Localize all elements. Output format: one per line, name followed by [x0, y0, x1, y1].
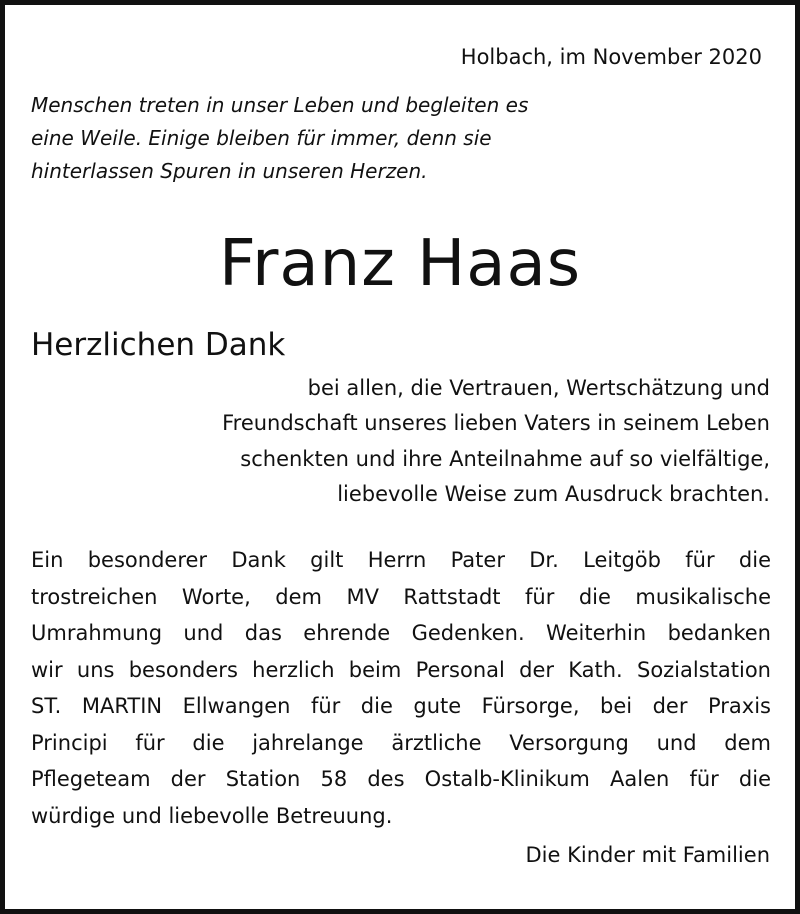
thanks-intro-line: Freundschaft unseres lieben Vaters in seinem Leben	[222, 411, 770, 436]
quote-line: hinterlassen Spuren in unseren Herzen.	[31, 159, 428, 183]
paragraph-line: Umrahmung und das ehrende Gedenken. Weiterhin bedanken	[31, 621, 771, 645]
paragraph-line: ST. MARTIN Ellwangen für die gute Fürsorge, bei der Praxis	[31, 694, 771, 718]
paragraph-line: wir uns besonders herzlich beim Personal der Kath. Sozialstation	[31, 657, 771, 682]
quote-line: Menschen treten in unser Leben und begleiten es	[31, 93, 529, 117]
quote-line: eine Weile. Einige bleiben für immer, denn sie	[31, 126, 492, 150]
thanks-intro	[222, 371, 770, 512]
signature: Die Kinder mit Familien	[525, 843, 770, 867]
place-date: Holbach, im November 2020	[460, 45, 762, 69]
paragraph-line: Ein besonderer Dank gilt Herrn Pater Dr. Leitgöb für die	[31, 548, 771, 572]
paragraph-line: würdige und liebevolle Betreuung.	[31, 803, 393, 828]
thanks-intro-line: bei allen, die Vertrauen, Wertschätzung und	[307, 376, 770, 400]
thanks-intro-line: schenkten und ihre Anteilnahme auf so vielfältige,	[240, 446, 770, 471]
thanks-heading: Herzlichen Dank	[31, 327, 286, 363]
paragraph-line: Principi für die jahrelange ärztliche Versorgung und dem	[31, 730, 771, 755]
paragraph-line: Pflegeteam der Station 58 des Ostalb-Klinikum Aalen für die	[31, 767, 771, 791]
special-thanks-paragraph	[31, 542, 771, 834]
thanks-intro-line: liebevolle Weise zum Ausdruck brachten.	[337, 481, 770, 506]
deceased-name: Franz Haas	[218, 227, 582, 301]
paragraph-line: trostreichen Worte, dem MV Rattstadt für die musikalische	[31, 584, 771, 609]
memorial-quote	[31, 89, 631, 188]
